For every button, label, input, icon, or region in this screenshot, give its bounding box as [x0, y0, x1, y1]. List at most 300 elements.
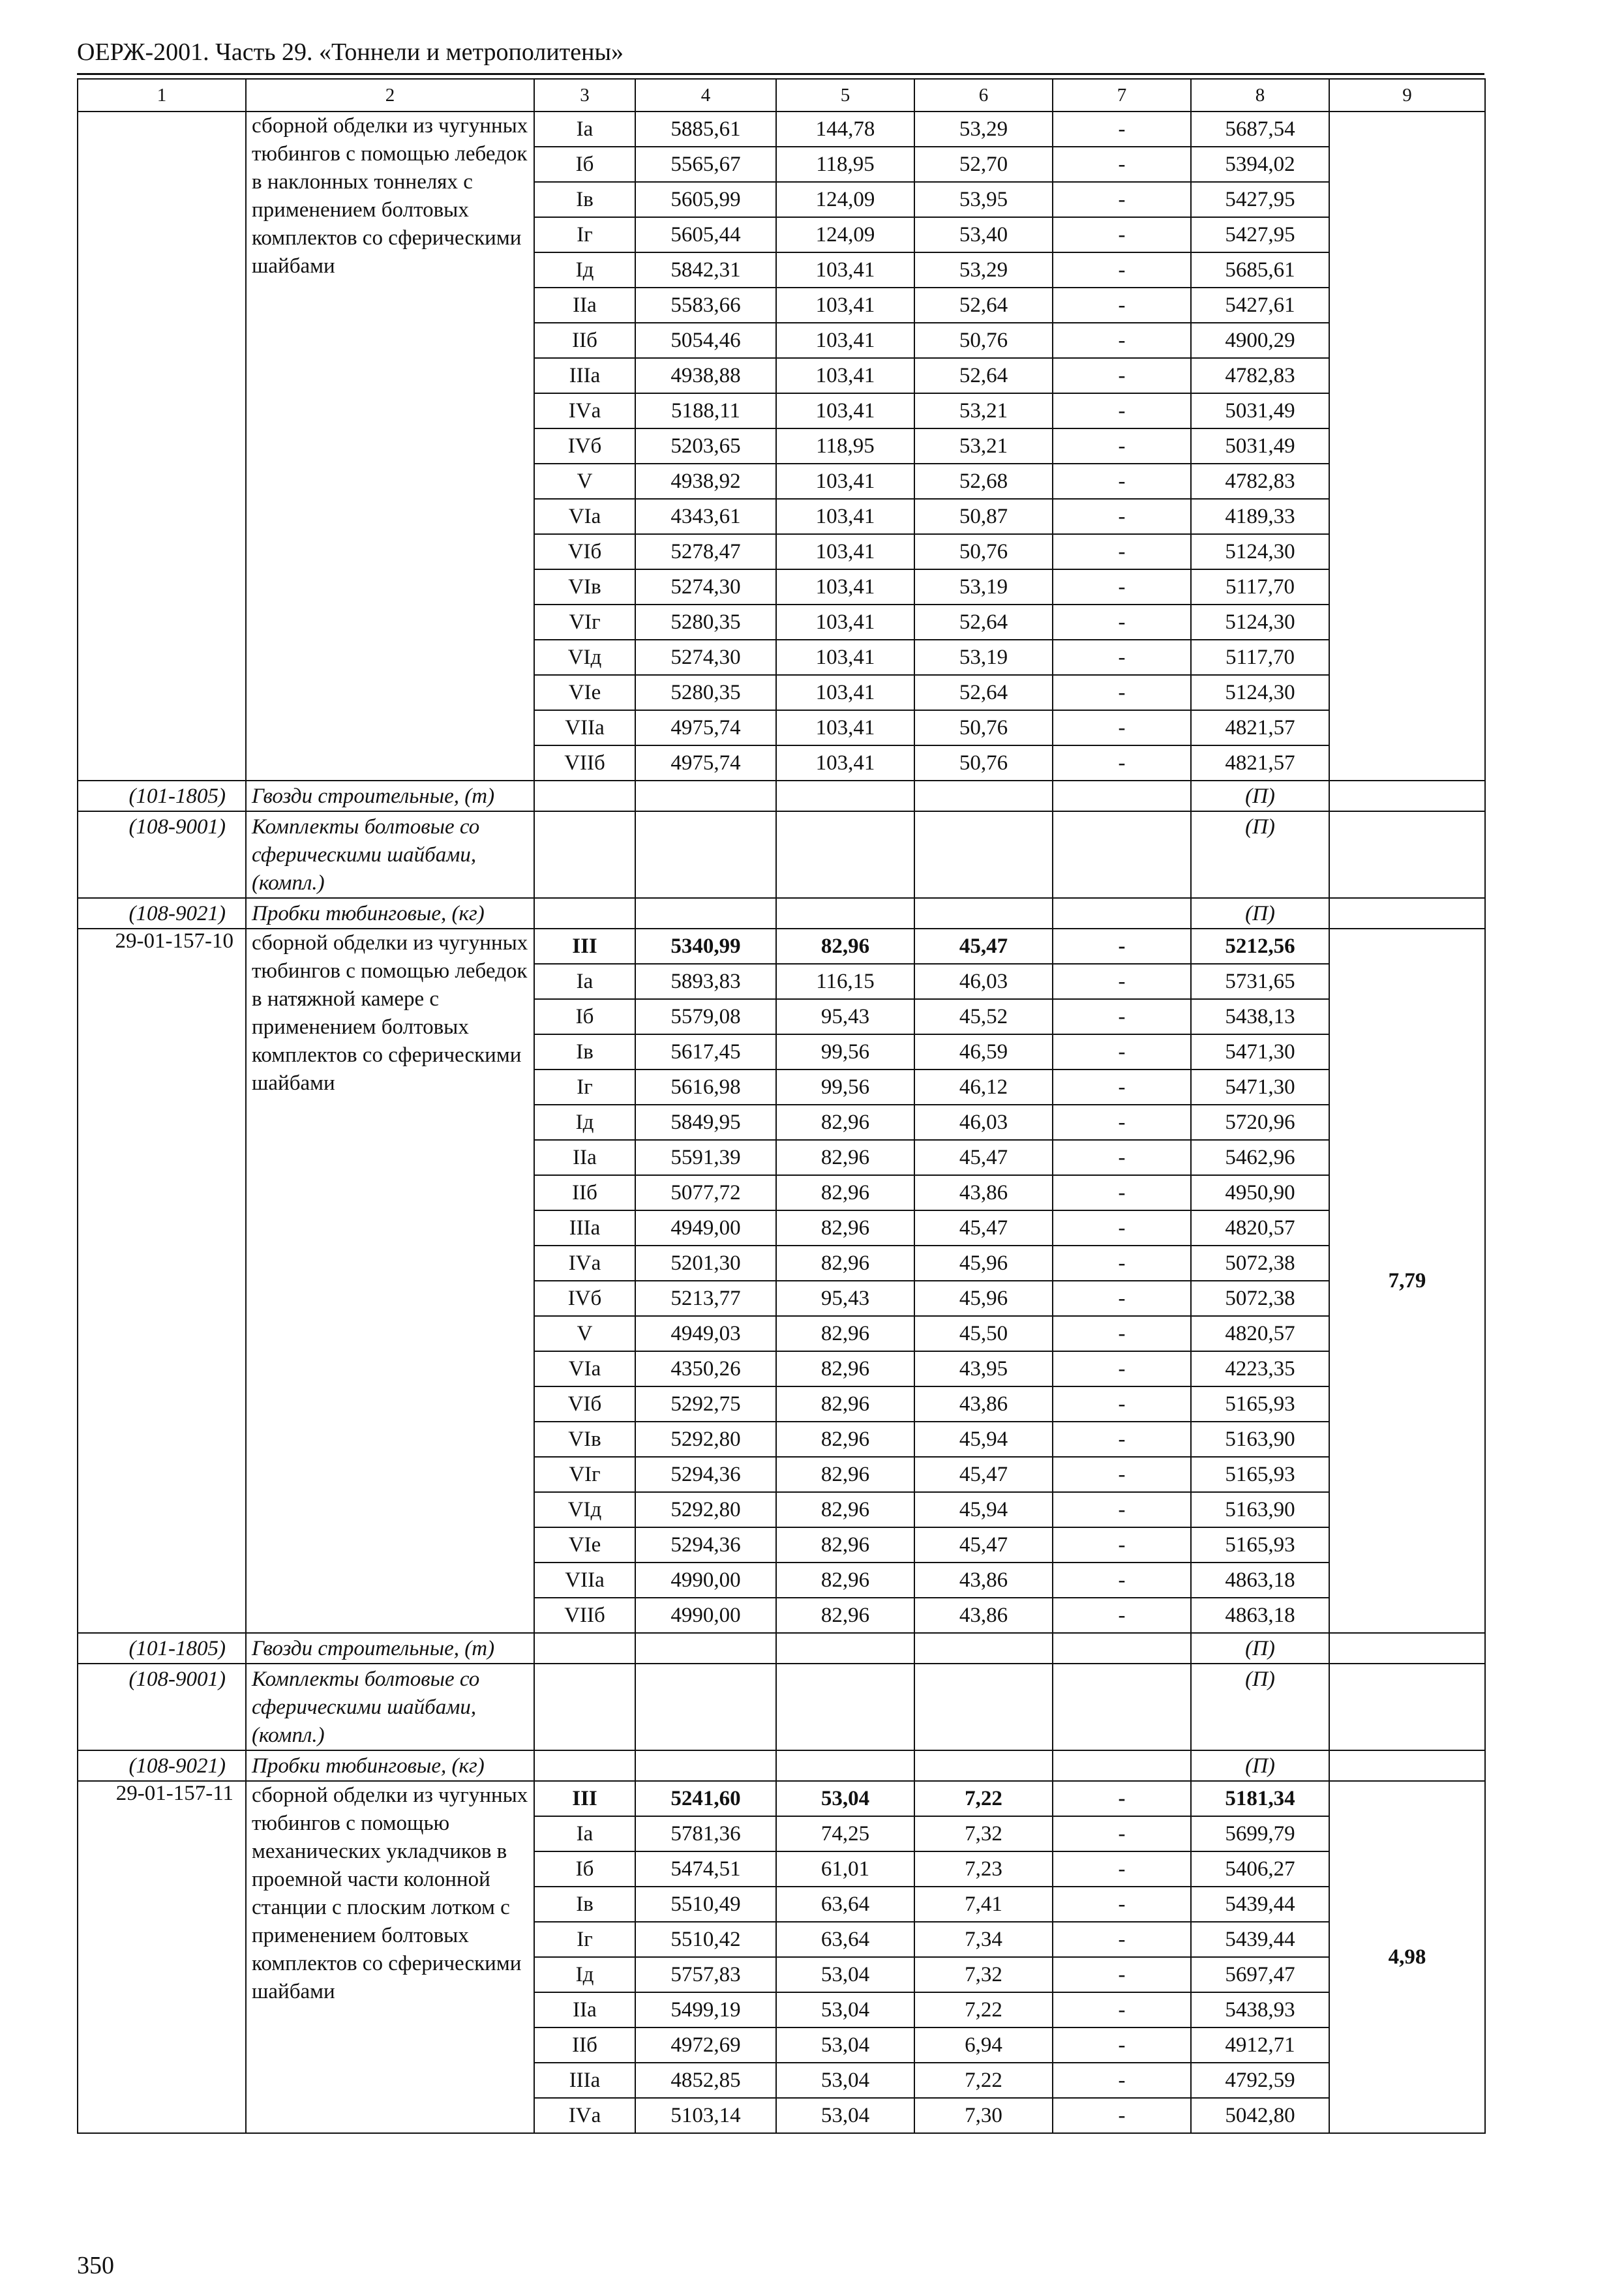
- empty-cell: [534, 1664, 635, 1750]
- empty-cell: [635, 898, 776, 929]
- empty-cell: [1329, 811, 1485, 898]
- zone-code: VIе: [534, 675, 635, 710]
- empty-cell: [776, 898, 914, 929]
- wages-cost: 103,41: [776, 605, 914, 640]
- driver-wages: -: [1053, 252, 1191, 288]
- driver-wages: -: [1053, 1281, 1191, 1316]
- total-cost: 5474,51: [635, 1851, 776, 1887]
- materials-cost: 4863,18: [1191, 1563, 1329, 1598]
- empty-cell: [1329, 1664, 1485, 1750]
- labor-hours: 4,98: [1329, 1781, 1485, 2133]
- machine-cost: 7,22: [914, 1992, 1053, 2027]
- machine-cost: 7,23: [914, 1851, 1053, 1887]
- rate-row: [78, 1781, 1485, 1816]
- driver-wages: -: [1053, 182, 1191, 217]
- materials-cost: 4189,33: [1191, 499, 1329, 534]
- wages-cost: 103,41: [776, 393, 914, 428]
- total-cost: 5510,49: [635, 1887, 776, 1922]
- machine-cost: 7,22: [914, 2063, 1053, 2098]
- machine-cost: 45,96: [914, 1281, 1053, 1316]
- machine-cost: 45,47: [914, 1140, 1053, 1175]
- materials-cost: 5212,56: [1191, 929, 1329, 964]
- driver-wages: -: [1053, 1851, 1191, 1887]
- materials-cost: 5438,93: [1191, 1992, 1329, 2027]
- total-cost: 5103,14: [635, 2098, 776, 2133]
- materials-cost: 5042,80: [1191, 2098, 1329, 2133]
- wages-cost: 118,95: [776, 147, 914, 182]
- machine-cost: 52,64: [914, 605, 1053, 640]
- total-cost: 5292,80: [635, 1422, 776, 1457]
- rate-row: [78, 929, 1485, 964]
- machine-cost: 45,47: [914, 1457, 1053, 1492]
- machine-cost: 45,94: [914, 1492, 1053, 1527]
- zone-code: VIIб: [534, 745, 635, 781]
- zone-code: III: [534, 1781, 635, 1816]
- zone-code: IVа: [534, 393, 635, 428]
- material-unit-note: (П): [1191, 781, 1329, 811]
- wages-cost: 82,96: [776, 1527, 914, 1563]
- materials-cost: 5163,90: [1191, 1422, 1329, 1457]
- machine-cost: 46,59: [914, 1034, 1053, 1070]
- empty-cell: [776, 1750, 914, 1781]
- empty-cell: [1053, 1664, 1191, 1750]
- zone-code: VIб: [534, 534, 635, 569]
- zone-code: VIд: [534, 1492, 635, 1527]
- zone-code: Iд: [534, 1105, 635, 1140]
- page-number: 350: [77, 2252, 114, 2279]
- zone-code: Iг: [534, 1922, 635, 1957]
- header-rule: [77, 73, 1484, 75]
- wages-cost: 103,41: [776, 358, 914, 393]
- materials-cost: 5697,47: [1191, 1957, 1329, 1992]
- zone-code: IIIа: [534, 1210, 635, 1246]
- zone-code: VIа: [534, 499, 635, 534]
- zone-code: Iв: [534, 1034, 635, 1070]
- total-cost: 5583,66: [635, 288, 776, 323]
- wages-cost: 95,43: [776, 1281, 914, 1316]
- machine-cost: 50,76: [914, 710, 1053, 745]
- column-number: 6: [914, 79, 1053, 112]
- empty-cell: [635, 1664, 776, 1750]
- total-cost: 4975,74: [635, 745, 776, 781]
- zone-code: Iа: [534, 1816, 635, 1851]
- total-cost: 5849,95: [635, 1105, 776, 1140]
- total-cost: 5781,36: [635, 1816, 776, 1851]
- materials-cost: 4912,71: [1191, 2027, 1329, 2063]
- wages-cost: 82,96: [776, 1246, 914, 1281]
- wages-cost: 53,04: [776, 2063, 914, 2098]
- total-cost: 5280,35: [635, 675, 776, 710]
- total-cost: 4949,03: [635, 1316, 776, 1351]
- zone-code: IIа: [534, 1140, 635, 1175]
- material-unit-note: (П): [1191, 898, 1329, 929]
- machine-cost: 53,95: [914, 182, 1053, 217]
- wages-cost: 82,96: [776, 1105, 914, 1140]
- machine-cost: 53,29: [914, 252, 1053, 288]
- rate-row: [78, 112, 1485, 147]
- wages-cost: 103,41: [776, 464, 914, 499]
- driver-wages: -: [1053, 675, 1191, 710]
- machine-cost: 52,70: [914, 147, 1053, 182]
- materials-cost: 5427,95: [1191, 217, 1329, 252]
- rate-description: сборной обделки из чугунных тюбингов с помощью лебедок в натяжной камере с применением болтовых комплектов со сферическими шайбами: [246, 929, 534, 1633]
- materials-cost: 5165,93: [1191, 1386, 1329, 1422]
- materials-cost: 5720,96: [1191, 1105, 1329, 1140]
- wages-cost: 116,15: [776, 964, 914, 999]
- total-cost: 5201,30: [635, 1246, 776, 1281]
- wages-cost: 53,04: [776, 1957, 914, 1992]
- materials-cost: 5031,49: [1191, 393, 1329, 428]
- driver-wages: -: [1053, 1527, 1191, 1563]
- machine-cost: 7,32: [914, 1816, 1053, 1851]
- machine-cost: 43,86: [914, 1386, 1053, 1422]
- zone-code: Iд: [534, 1957, 635, 1992]
- wages-cost: 103,41: [776, 288, 914, 323]
- machine-cost: 43,95: [914, 1351, 1053, 1386]
- zone-code: Iб: [534, 1851, 635, 1887]
- wages-cost: 61,01: [776, 1851, 914, 1887]
- zone-code: IIа: [534, 1992, 635, 2027]
- driver-wages: -: [1053, 393, 1191, 428]
- materials-cost: 4792,59: [1191, 2063, 1329, 2098]
- wages-cost: 74,25: [776, 1816, 914, 1851]
- driver-wages: -: [1053, 1922, 1191, 1957]
- zone-code: VIIа: [534, 710, 635, 745]
- driver-wages: -: [1053, 464, 1191, 499]
- materials-cost: 4821,57: [1191, 710, 1329, 745]
- materials-cost: 5117,70: [1191, 569, 1329, 605]
- column-number-row: [78, 79, 1485, 112]
- materials-cost: 4782,83: [1191, 358, 1329, 393]
- machine-cost: 43,86: [914, 1598, 1053, 1633]
- total-cost: 5893,83: [635, 964, 776, 999]
- zone-code: Iв: [534, 182, 635, 217]
- wages-cost: 53,04: [776, 2027, 914, 2063]
- machine-cost: 45,47: [914, 1210, 1053, 1246]
- empty-cell: [1053, 1633, 1191, 1664]
- materials-cost: 4820,57: [1191, 1316, 1329, 1351]
- wages-cost: 103,41: [776, 745, 914, 781]
- zone-code: V: [534, 1316, 635, 1351]
- driver-wages: -: [1053, 1816, 1191, 1851]
- driver-wages: -: [1053, 999, 1191, 1034]
- total-cost: 5292,80: [635, 1492, 776, 1527]
- zone-code: VIIа: [534, 1563, 635, 1598]
- wages-cost: 118,95: [776, 428, 914, 464]
- zone-code: Iг: [534, 217, 635, 252]
- total-cost: 5757,83: [635, 1957, 776, 1992]
- empty-cell: [914, 898, 1053, 929]
- total-cost: 5842,31: [635, 252, 776, 288]
- materials-cost: 4863,18: [1191, 1598, 1329, 1633]
- materials-cost: 5394,02: [1191, 147, 1329, 182]
- materials-cost: 5699,79: [1191, 1816, 1329, 1851]
- total-cost: 5213,77: [635, 1281, 776, 1316]
- zone-code: V: [534, 464, 635, 499]
- empty-cell: [635, 811, 776, 898]
- column-number: 7: [1053, 79, 1191, 112]
- wages-cost: 82,96: [776, 1175, 914, 1210]
- total-cost: 5241,60: [635, 1781, 776, 1816]
- materials-cost: 5117,70: [1191, 640, 1329, 675]
- driver-wages: -: [1053, 1351, 1191, 1386]
- wages-cost: 82,96: [776, 1351, 914, 1386]
- empty-cell: [635, 1750, 776, 1781]
- material-row: [78, 1750, 1485, 1781]
- column-number: 1: [78, 79, 246, 112]
- material-name: Гвозди строительные, (т): [246, 781, 534, 811]
- total-cost: 5077,72: [635, 1175, 776, 1210]
- zone-code: Iв: [534, 1887, 635, 1922]
- zone-code: VIб: [534, 1386, 635, 1422]
- machine-cost: 7,32: [914, 1957, 1053, 1992]
- wages-cost: 124,09: [776, 217, 914, 252]
- empty-cell: [1329, 781, 1485, 811]
- machine-cost: 53,19: [914, 569, 1053, 605]
- zone-code: VIв: [534, 1422, 635, 1457]
- wages-cost: 103,41: [776, 640, 914, 675]
- driver-wages: -: [1053, 745, 1191, 781]
- rates-table-container: [77, 78, 1486, 2134]
- machine-cost: 50,87: [914, 499, 1053, 534]
- machine-cost: 7,41: [914, 1887, 1053, 1922]
- empty-cell: [534, 1633, 635, 1664]
- total-cost: 4852,85: [635, 2063, 776, 2098]
- labor-hours: [1329, 112, 1485, 781]
- machine-cost: 46,03: [914, 964, 1053, 999]
- total-cost: 5278,47: [635, 534, 776, 569]
- empty-cell: [534, 1750, 635, 1781]
- materials-cost: 5439,44: [1191, 1922, 1329, 1957]
- rates-table-body: [78, 79, 1485, 2133]
- driver-wages: -: [1053, 428, 1191, 464]
- machine-cost: 50,76: [914, 323, 1053, 358]
- empty-cell: [776, 1664, 914, 1750]
- material-code: (101-1805): [78, 1633, 246, 1664]
- total-cost: 5565,67: [635, 147, 776, 182]
- material-name: Комплекты болтовые со сферическими шайбами, (компл.): [246, 1664, 534, 1750]
- driver-wages: -: [1053, 499, 1191, 534]
- driver-wages: -: [1053, 323, 1191, 358]
- driver-wages: -: [1053, 1140, 1191, 1175]
- material-name: Гвозди строительные, (т): [246, 1633, 534, 1664]
- materials-cost: 4821,57: [1191, 745, 1329, 781]
- empty-cell: [1329, 1633, 1485, 1664]
- wages-cost: 82,96: [776, 1386, 914, 1422]
- driver-wages: -: [1053, 1034, 1191, 1070]
- empty-cell: [1329, 1750, 1485, 1781]
- machine-cost: 43,86: [914, 1175, 1053, 1210]
- driver-wages: -: [1053, 1316, 1191, 1351]
- total-cost: 5617,45: [635, 1034, 776, 1070]
- empty-cell: [635, 1633, 776, 1664]
- machine-cost: 53,21: [914, 428, 1053, 464]
- wages-cost: 82,96: [776, 929, 914, 964]
- zone-code: Iа: [534, 112, 635, 147]
- material-row: [78, 811, 1485, 898]
- zone-code: IIа: [534, 288, 635, 323]
- driver-wages: -: [1053, 358, 1191, 393]
- wages-cost: 82,96: [776, 1316, 914, 1351]
- materials-cost: 5439,44: [1191, 1887, 1329, 1922]
- machine-cost: 52,64: [914, 358, 1053, 393]
- total-cost: 5510,42: [635, 1922, 776, 1957]
- machine-cost: 45,47: [914, 929, 1053, 964]
- total-cost: 5294,36: [635, 1457, 776, 1492]
- column-number: 8: [1191, 79, 1329, 112]
- wages-cost: 53,04: [776, 1781, 914, 1816]
- driver-wages: -: [1053, 1457, 1191, 1492]
- empty-cell: [914, 1750, 1053, 1781]
- material-name: Пробки тюбинговые, (кг): [246, 1750, 534, 1781]
- driver-wages: -: [1053, 288, 1191, 323]
- driver-wages: -: [1053, 2027, 1191, 2063]
- materials-cost: 5165,93: [1191, 1457, 1329, 1492]
- rate-code: [78, 112, 246, 781]
- rate-description: сборной обделки из чугунных тюбингов с помощью механических укладчиков в проемной части колонной станции с плоским лотком с применением болтовых комплектов со сферическими шайбами: [246, 1781, 534, 2133]
- wages-cost: 95,43: [776, 999, 914, 1034]
- empty-cell: [635, 781, 776, 811]
- material-row: [78, 781, 1485, 811]
- zone-code: IIIа: [534, 358, 635, 393]
- total-cost: 4938,88: [635, 358, 776, 393]
- driver-wages: -: [1053, 1563, 1191, 1598]
- column-number: 4: [635, 79, 776, 112]
- material-name: Комплекты болтовые со сферическими шайбами, (компл.): [246, 811, 534, 898]
- rates-table: [77, 78, 1486, 2134]
- empty-cell: [1053, 1750, 1191, 1781]
- empty-cell: [1053, 898, 1191, 929]
- wages-cost: 82,96: [776, 1422, 914, 1457]
- materials-cost: 5124,30: [1191, 605, 1329, 640]
- wages-cost: 82,96: [776, 1457, 914, 1492]
- empty-cell: [1329, 898, 1485, 929]
- materials-cost: 5163,90: [1191, 1492, 1329, 1527]
- materials-cost: 5471,30: [1191, 1034, 1329, 1070]
- empty-cell: [534, 781, 635, 811]
- materials-cost: 4223,35: [1191, 1351, 1329, 1386]
- wages-cost: 103,41: [776, 534, 914, 569]
- total-cost: 5605,99: [635, 182, 776, 217]
- zone-code: IVа: [534, 2098, 635, 2133]
- zone-code: IIб: [534, 2027, 635, 2063]
- rate-code: 29-01-157-11: [78, 1781, 246, 2133]
- materials-cost: 5181,34: [1191, 1781, 1329, 1816]
- material-code: (108-9001): [78, 1664, 246, 1750]
- driver-wages: -: [1053, 569, 1191, 605]
- column-number: 2: [246, 79, 534, 112]
- machine-cost: 52,64: [914, 675, 1053, 710]
- machine-cost: 53,21: [914, 393, 1053, 428]
- total-cost: 5294,36: [635, 1527, 776, 1563]
- driver-wages: -: [1053, 640, 1191, 675]
- wages-cost: 82,96: [776, 1598, 914, 1633]
- wages-cost: 53,04: [776, 2098, 914, 2133]
- materials-cost: 5124,30: [1191, 534, 1329, 569]
- zone-code: Iд: [534, 252, 635, 288]
- wages-cost: 82,96: [776, 1563, 914, 1598]
- wages-cost: 124,09: [776, 182, 914, 217]
- empty-cell: [776, 1633, 914, 1664]
- zone-code: IIIа: [534, 2063, 635, 2098]
- total-cost: 4972,69: [635, 2027, 776, 2063]
- machine-cost: 53,29: [914, 112, 1053, 147]
- total-cost: 5274,30: [635, 569, 776, 605]
- materials-cost: 5462,96: [1191, 1140, 1329, 1175]
- empty-cell: [534, 811, 635, 898]
- materials-cost: 5406,27: [1191, 1851, 1329, 1887]
- wages-cost: 53,04: [776, 1992, 914, 2027]
- total-cost: 5054,46: [635, 323, 776, 358]
- machine-cost: 52,68: [914, 464, 1053, 499]
- wages-cost: 99,56: [776, 1034, 914, 1070]
- zone-code: IVа: [534, 1246, 635, 1281]
- driver-wages: -: [1053, 147, 1191, 182]
- materials-cost: 5165,93: [1191, 1527, 1329, 1563]
- wages-cost: 103,41: [776, 710, 914, 745]
- driver-wages: -: [1053, 112, 1191, 147]
- driver-wages: -: [1053, 929, 1191, 964]
- driver-wages: -: [1053, 710, 1191, 745]
- total-cost: 5280,35: [635, 605, 776, 640]
- empty-cell: [914, 811, 1053, 898]
- column-number: 5: [776, 79, 914, 112]
- wages-cost: 103,41: [776, 252, 914, 288]
- total-cost: 5885,61: [635, 112, 776, 147]
- zone-code: VIа: [534, 1351, 635, 1386]
- driver-wages: -: [1053, 1598, 1191, 1633]
- materials-cost: 5471,30: [1191, 1070, 1329, 1105]
- material-unit-note: (П): [1191, 1664, 1329, 1750]
- column-number: 3: [534, 79, 635, 112]
- total-cost: 4343,61: [635, 499, 776, 534]
- column-number: 9: [1329, 79, 1485, 112]
- materials-cost: 4782,83: [1191, 464, 1329, 499]
- wages-cost: 99,56: [776, 1070, 914, 1105]
- wages-cost: 103,41: [776, 675, 914, 710]
- materials-cost: 5731,65: [1191, 964, 1329, 999]
- material-code: (108-9021): [78, 1750, 246, 1781]
- driver-wages: -: [1053, 1957, 1191, 1992]
- materials-cost: 5427,61: [1191, 288, 1329, 323]
- machine-cost: 45,96: [914, 1246, 1053, 1281]
- driver-wages: -: [1053, 1175, 1191, 1210]
- machine-cost: 7,22: [914, 1781, 1053, 1816]
- machine-cost: 45,94: [914, 1422, 1053, 1457]
- zone-code: IVб: [534, 428, 635, 464]
- materials-cost: 5072,38: [1191, 1246, 1329, 1281]
- total-cost: 4949,00: [635, 1210, 776, 1246]
- zone-code: Iб: [534, 147, 635, 182]
- machine-cost: 45,50: [914, 1316, 1053, 1351]
- total-cost: 4990,00: [635, 1598, 776, 1633]
- total-cost: 4990,00: [635, 1563, 776, 1598]
- rate-description: сборной обделки из чугунных тюбингов с помощью лебедок в наклонных тоннелях с применением болтовых комплектов со сферическими шайбами: [246, 112, 534, 781]
- materials-cost: 4900,29: [1191, 323, 1329, 358]
- materials-cost: 5031,49: [1191, 428, 1329, 464]
- total-cost: 4350,26: [635, 1351, 776, 1386]
- driver-wages: -: [1053, 1246, 1191, 1281]
- empty-cell: [914, 1633, 1053, 1664]
- driver-wages: -: [1053, 1386, 1191, 1422]
- total-cost: 5616,98: [635, 1070, 776, 1105]
- machine-cost: 7,34: [914, 1922, 1053, 1957]
- zone-code: VIв: [534, 569, 635, 605]
- zone-code: III: [534, 929, 635, 964]
- zone-code: VIд: [534, 640, 635, 675]
- zone-code: Iа: [534, 964, 635, 999]
- driver-wages: -: [1053, 1887, 1191, 1922]
